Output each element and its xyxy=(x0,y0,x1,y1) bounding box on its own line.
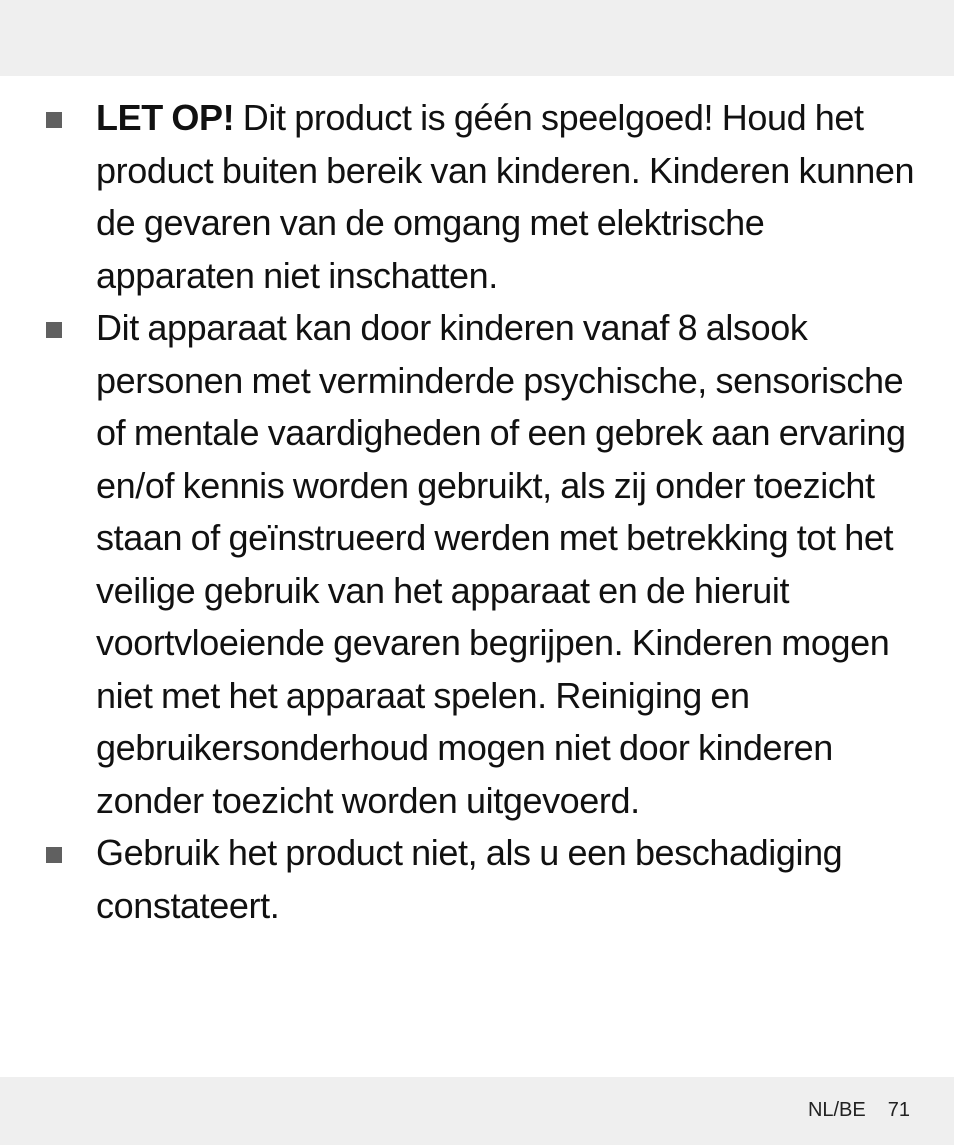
warning-lead: LET OP! xyxy=(96,97,235,138)
item-text: Dit apparaat kan door kinderen vanaf 8 alsook personen met verminderde psychische, sensorische of mentale vaardigheden of een gebrek aan ervaring en/of kennis worden gebruikt, als zij onder toezicht staan of geïnstrueerd werden met betrekking tot het veilige gebruik van het apparaat en de hieruit voortvloeiende gevaren begrijpen. Kinderen mogen niet met het apparaat spelen. Reiniging en gebruikersonderhoud mogen niet door kinderen zonder toezicht worden uitgevoerd. xyxy=(96,307,906,821)
bullet-square-icon xyxy=(46,112,62,128)
list-item xyxy=(96,302,926,827)
page-number: 71 xyxy=(887,1099,910,1121)
bullet-square-icon xyxy=(46,322,62,338)
item-text: Dit product is géén speelgoed! Houd het product buiten bereik van kinderen. Kinderen kunnen de gevaren van de omgang met elektrische apparaten niet inschatten. xyxy=(96,97,915,296)
language-code: NL/BE xyxy=(807,1099,866,1121)
item-text: Gebruik het product niet, als u een beschadiging constateert. xyxy=(96,832,843,926)
safety-instructions xyxy=(96,92,926,932)
page-footer xyxy=(808,1098,910,1122)
top-band xyxy=(0,0,954,76)
list-item xyxy=(96,92,926,302)
list-item xyxy=(96,827,926,932)
bullet-square-icon xyxy=(46,847,62,863)
